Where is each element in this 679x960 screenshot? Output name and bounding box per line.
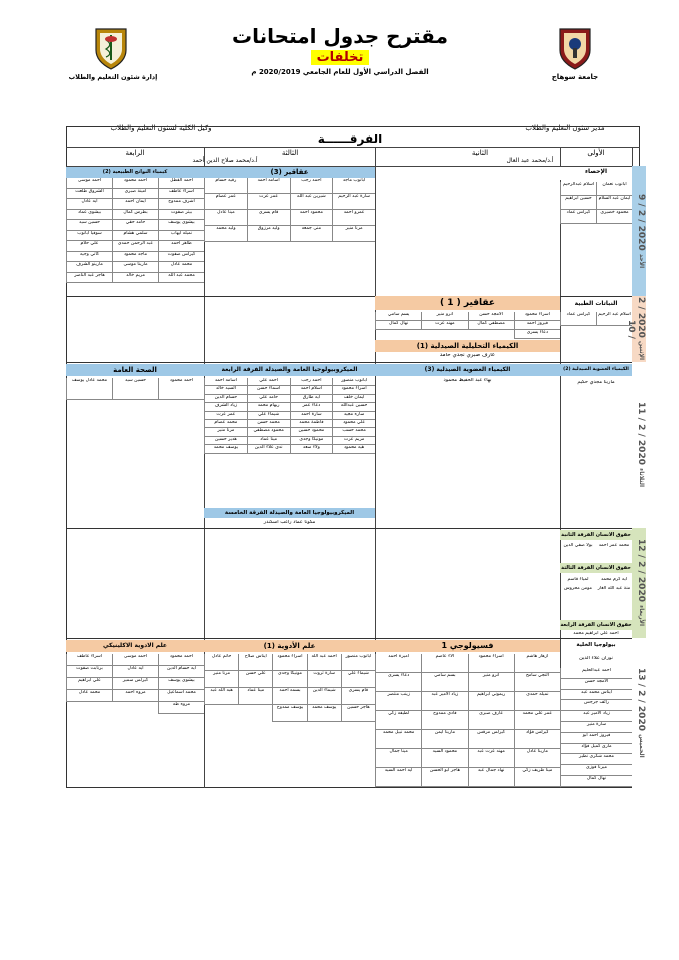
subject-first-row3: الكيمياء العضوية الصيدلية (2) <box>560 364 632 376</box>
day-name: الإثنين <box>638 341 645 361</box>
subject-first-row4-b: حقوق الانسان الفرقة الثالثة <box>561 565 631 571</box>
day-name: الأحد <box>638 253 645 269</box>
student-name-cell: ايه كرم محمد <box>601 577 627 582</box>
student-name-cell: مينا عماد <box>247 437 290 445</box>
student-name-cell: علي حسن <box>238 671 272 688</box>
column-header-fourth: الرابعة <box>125 149 145 157</box>
subject-first-row5: بيولوجيا الخلية <box>576 642 616 648</box>
subject-second-row2: عقاقير ( 1 ) <box>375 296 560 310</box>
student-name-cell: محمد حسب <box>332 428 375 436</box>
student-name-cell: فادي ممدوح <box>421 711 467 730</box>
student-name-cell: محمود حسين <box>290 428 333 436</box>
student-name-cell: بسمه احمد <box>272 688 306 705</box>
student-name-cell: انرو منير <box>421 312 467 321</box>
student-name-cell: كيرلس سمير <box>112 678 158 690</box>
student-name-cell: حامد حقي <box>112 220 158 231</box>
right-logo-caption: جامعة سوهاج <box>551 73 599 81</box>
day-date: 2020 / 2 / 10 <box>626 297 646 339</box>
student-name-cell: مونيكا وجدي <box>290 437 333 445</box>
student-name-cell: محمود السيد <box>421 749 467 768</box>
student-name-cell: مارينو الشرف <box>66 262 112 273</box>
student-name-cell: يوسف ممدوح <box>272 705 306 722</box>
student-name-cell: رقيه حسام <box>204 178 247 194</box>
student-name-cell: اسلام عبدالرحيم <box>560 182 596 196</box>
student-name-cell: قام يسري <box>341 688 375 705</box>
student-name-cell: مونيكا وجدي <box>272 671 306 688</box>
student-name-cell: ايه عادل <box>66 199 112 210</box>
student-name-cell: مرنا منير <box>204 671 238 688</box>
level-header: الفرقــــــة <box>317 132 383 146</box>
student-name-cell: محمد حسن <box>247 420 290 428</box>
student-name-cell: بيشوي عماد <box>66 210 112 221</box>
student-name-cell: محمد عصام <box>204 420 247 428</box>
student-name-cell: دعاء يسري <box>375 673 421 692</box>
student-name-cell: ريهام محمد <box>247 403 290 411</box>
student-name-cell: محمد نبيل محمد <box>375 730 421 749</box>
first-extra-row5: نوران علاء الدين <box>579 656 613 661</box>
subtitle-text: تخلفات <box>311 50 370 65</box>
subject-third-row5: علم الأدوية (1) <box>204 640 375 652</box>
student-name-cell: علي ابراهيم <box>66 678 112 690</box>
student-name-cell: مارينا ايمن <box>421 730 467 749</box>
left-faculty-logo <box>93 26 129 70</box>
student-name-cell: بيتر صفوت <box>158 210 204 221</box>
student-name-cell: مروه طه <box>158 702 204 714</box>
student-name-cell: احمد موسى <box>112 654 158 666</box>
student-name-cell: محمد عادل <box>158 262 204 273</box>
student-name-cell: اسراء محمود <box>514 312 560 321</box>
student-name-cell: هبه الله عبد <box>204 688 238 705</box>
student-name-cell: وليد محمد <box>204 226 247 242</box>
student-name-cell: اسراء محمود <box>332 386 375 394</box>
right-university-logo <box>557 26 593 70</box>
student-name-cell: محمد عادل <box>66 690 112 702</box>
student-name-cell: محمد شكري نظير <box>560 754 632 765</box>
divider <box>66 638 646 639</box>
first-student-row3: مارينا مجدي حكيم <box>577 380 615 385</box>
student-name-cell: ولاء سعد <box>290 445 333 453</box>
divider <box>66 147 640 148</box>
student-name-cell: عمرو احمد <box>332 210 375 226</box>
student-name-cell: طاهر احمد <box>158 241 204 252</box>
student-name-cell: مارى كميل فؤاد <box>560 744 632 755</box>
student-name-cell: مارينا موسى <box>112 262 158 273</box>
student-name-cell: مينا عادل <box>204 210 247 226</box>
student-name-cell: فيروز احمد ابو <box>560 733 632 744</box>
student-name-cell: بيشوي يوسف <box>158 220 204 231</box>
student-name-cell: اميرة احمد <box>375 654 421 673</box>
student-name-cell: حسين ابراهيم <box>560 196 596 210</box>
day-date: 2020 / 2 / 12 <box>636 539 646 603</box>
student-name-cell: بيشوي يوسف <box>158 678 204 690</box>
student-name-cell: حسين سيد <box>66 220 112 231</box>
student-name-cell: ايه حسام الدين <box>158 666 204 678</box>
student-name-cell: عمر عزت <box>247 194 290 210</box>
subject-bar-row2: الكيمياء التحليلية الصيدلية (1) <box>375 340 560 352</box>
subject-second-row3: الكيمياء العضوية الصيدلية (3) <box>375 364 560 376</box>
student-name-cell: اسراء محمود <box>272 654 306 671</box>
student-name-cell: مينا جمال <box>375 749 421 768</box>
student-name-cell: محمود مصطفي <box>247 428 290 436</box>
student-name-cell: كيرلس فؤاد <box>514 730 560 749</box>
student-name-cell: احمد القطل <box>158 178 204 189</box>
student-name-cell: كيرلس عماد <box>560 312 596 326</box>
student-name-cell: يوسف محمد <box>204 445 247 453</box>
student-name-cell: علي محمود <box>332 420 375 428</box>
student-name-cell: مارينا عادل <box>514 749 560 768</box>
student-name-cell: عارف صبري <box>468 711 514 730</box>
subject-first-row4-a: حقوق الانسان الفرقة الثانية <box>561 532 631 538</box>
student-name-cell: مرنا منير <box>204 428 247 436</box>
signature-left: وكيل الكلية لشئون التعليم والطلاب <box>110 124 212 132</box>
student-name-cell: ايناس محمد عبد <box>560 690 632 701</box>
student-name-cell: النجي سامح <box>514 673 560 692</box>
student-name-cell: فيروز احمد <box>514 321 560 330</box>
day-column-sunday <box>632 166 646 296</box>
student-name-cell: برنابت صفوت <box>66 666 112 678</box>
student-name-cell: منى جمعه <box>290 226 333 242</box>
signature-right-name: أ.د/محمد عبد العال <box>506 157 554 164</box>
subject-third-row1: عقاقير (3) <box>204 166 375 178</box>
student-name-cell: محمد عادل يوسف <box>66 378 112 400</box>
subject-third-row3: الميكروبيولوجيا العامة والصيدلة الفرقة الرابعة <box>204 364 375 376</box>
student-name-cell: محمد عمر احمد <box>598 543 630 548</box>
student-name-cell: شيماء علي <box>341 671 375 688</box>
day-column-monday <box>626 296 646 362</box>
student-name-cell: حسين سيد <box>112 378 158 400</box>
student-name-cell: مريم خالد <box>112 273 158 284</box>
day-column-thursday <box>632 638 646 788</box>
student-name-cell: ابانوب منصور <box>332 378 375 386</box>
student-name-cell: زينب منتصر <box>375 692 421 711</box>
student-name-cell: اشرف ممدوح <box>158 199 204 210</box>
student-name-cell: بطرس كمال <box>112 210 158 221</box>
student-name-cell: امينة صبري <box>112 189 158 200</box>
student-name-cell: هاجر عبد الناصر <box>66 273 112 284</box>
day-column-wednesday <box>632 528 646 638</box>
day-date: 2020 / 2 / 13 <box>636 668 646 732</box>
student-name-cell: اسامه احمد <box>204 378 247 386</box>
student-name-cell: ايه طارق <box>290 395 333 403</box>
student-name-cell: ماجد محمود <box>112 252 158 263</box>
student-name-cell: سوفيا ابانوب <box>66 231 112 242</box>
student-name-cell: دعاء عمر <box>290 403 333 411</box>
student-name-cell: اسراء عاطف <box>66 654 112 666</box>
student-name-cell: الامجد حسن <box>468 312 514 321</box>
subject-bar2-row3: الميكروبيولوجيا العامة والصيدلة الفرقة الخامسة <box>204 508 375 518</box>
student-name-cell: نميله حمدي <box>514 692 560 711</box>
student-name-cell: احمد رجب <box>290 378 333 386</box>
student-name-cell: بولا صفي الدين <box>563 543 593 548</box>
student-name-cell: شيماء علي <box>247 412 290 420</box>
student-name-cell: ابانوب نعمان <box>596 182 632 196</box>
student-name-cell: الاء عاصم <box>421 654 467 673</box>
student-name-cell: ميرنا فوزي <box>560 765 632 776</box>
day-name: الأربعاء <box>638 605 645 627</box>
student-name-cell: كاتي وجيه <box>66 252 112 263</box>
student-name-cell: محمد اسماعيل <box>158 690 204 702</box>
student-name-cell: يوسف محمد <box>307 705 341 722</box>
student-name-cell: سلمي هشام <box>112 231 158 242</box>
student-name-cell: احمد عبد الله <box>307 654 341 671</box>
student-name-cell: اسراء عاطف <box>158 189 204 200</box>
bar2-student-row3: مكونا عماد راغب اسكندر <box>263 520 316 525</box>
divider <box>66 362 646 363</box>
student-name-cell: مهند عزت عبد <box>468 749 514 768</box>
student-name-cell: زياد الامير عبد <box>560 711 632 722</box>
student-name-cell: احمد محمود <box>158 378 204 400</box>
day-date: 2020 / 2 / 11 <box>636 402 646 466</box>
second-student-row3: بهاء عبد الحفيظ محمود <box>443 378 492 383</box>
student-name-cell: مرنا منير <box>332 226 375 242</box>
student-name-cell: محمود خضيري <box>596 210 632 224</box>
column-header-first: الأولى <box>587 149 605 157</box>
student-name-cell: ساره مجيد <box>332 412 375 420</box>
student-name-cell: لمياء قاسم <box>567 577 589 582</box>
student-name-cell: وليد مرزوق <box>247 226 290 242</box>
student-name-cell: سارة ثروت <box>307 671 341 688</box>
student-name-cell: مريم عزت <box>332 437 375 445</box>
divider <box>66 528 646 529</box>
student-name-cell: اسراء محمود <box>468 654 514 673</box>
student-name-cell: ايمان خلف <box>332 395 375 403</box>
student-name-cell: ايمان عبد السلام <box>596 196 632 210</box>
student-name-cell: مهند عزت <box>421 321 467 330</box>
student-name-cell: عمر علي محمد <box>514 711 560 730</box>
subject-first-row1: الإحصاء <box>560 166 632 180</box>
student-name-cell: محمد عبد الله <box>158 273 204 284</box>
student-name-cell: الشروق طلعت <box>66 189 112 200</box>
student-name-cell: ايناس صلاح <box>238 654 272 671</box>
signature-right: مدير شئون التعليم والطلاب <box>525 124 605 132</box>
subject-first-row4-c: حقوق الانسان الفرقة الرابعة <box>560 622 632 628</box>
subject-second-row5: فسيولوجي 1 <box>375 640 560 652</box>
student-name-cell: ايمان احمد <box>112 199 158 210</box>
student-name-cell: هيه محمود <box>332 445 375 453</box>
day-name: الثلاثاء <box>638 468 645 488</box>
day-column-tuesday <box>632 362 646 528</box>
student-name-cell: زياد الشرف <box>204 403 247 411</box>
student-name-cell: سارة احمد <box>290 412 333 420</box>
student-name-cell: احمد محمود <box>112 178 158 189</box>
student-name-cell: حسام الدين <box>204 395 247 403</box>
left-logo-caption: إدارة شئون التعليم والطلاب <box>68 73 158 81</box>
student-name-cell: بسم سامي <box>421 673 467 692</box>
student-name-cell: عمر عصام <box>204 194 247 210</box>
student-name-cell: شيرين عبد الله <box>290 194 333 210</box>
student-name-cell: عمر عزت <box>204 412 247 420</box>
student-name-cell: احمد علي ابراهيم محمد <box>573 631 619 636</box>
student-name-cell: ايه احمد السيد <box>375 768 421 787</box>
student-name-cell: مينا ظريف زكي <box>514 768 560 787</box>
student-name-cell: الامجد حسن <box>560 679 632 690</box>
student-name-cell: زياد الامير عبد <box>421 692 467 711</box>
page-title: مقترح جدول امتحانات <box>232 24 448 48</box>
student-name-cell: كيرلس مرقس <box>468 730 514 749</box>
subject-first-row2: النباتات الطبية <box>574 300 618 307</box>
student-name-cell: نهال كمال <box>375 321 421 330</box>
student-name-cell: انرو منير <box>468 673 514 692</box>
student-name-cell: محمود احمد <box>290 210 333 226</box>
student-name-cell: ندى علاء الدين <box>247 445 290 453</box>
student-name-cell: هاجر حسين <box>341 705 375 722</box>
student-name-cell: احمد علي <box>247 378 290 386</box>
student-name-cell: لطيفه زكي <box>375 711 421 730</box>
student-name-cell: احمد موسى <box>66 178 112 189</box>
student-name-cell: اسلام احمد <box>290 386 333 394</box>
student-name-cell: ريموني ابراهيم <box>468 692 514 711</box>
student-name-cell: حامد علي <box>247 395 290 403</box>
student-name-cell: فاطمة محمد <box>290 420 333 428</box>
student-name-cell: ابانوب منصور <box>341 654 375 671</box>
student-name-cell: اسماء حسن <box>247 386 290 394</box>
student-name-cell: رائف جرجس <box>560 700 632 711</box>
student-name-cell: سارة عبد الرحيم <box>332 194 375 210</box>
student-name-cell: احمد محمود <box>158 654 204 666</box>
student-name-cell: يسم سامي <box>375 312 421 321</box>
student-name-cell: ابانوب ماجد <box>332 178 375 194</box>
student-name-cell: احمد رجب <box>290 178 333 194</box>
student-name-cell: ايه عادل <box>112 666 158 678</box>
student-name-cell: هدير حسين <box>204 437 247 445</box>
student-name-cell: عبد الرحمن حمدي <box>112 241 158 252</box>
student-name-cell: مصطفي كمال <box>468 321 514 330</box>
student-name-cell: نهال كمال <box>560 776 632 787</box>
student-name-cell: منة عبد الله الغار <box>597 586 631 591</box>
academic-term: الفصل الدراسي الأول للعام الجامعي 2020/2019 م <box>251 68 429 76</box>
signature-left-name: أ.د/محمد صلاح الدين أحمد <box>192 157 258 164</box>
student-name-cell: اسامه احمد <box>247 178 290 194</box>
day-date: 2020 / 2 / 9 <box>636 193 646 251</box>
student-name-cell: علي حلام <box>66 241 112 252</box>
column-header-third: الثالثة <box>281 149 299 157</box>
student-name-cell: اسلام عبد الرحيم <box>596 312 632 326</box>
day-name: الخميس <box>638 734 645 758</box>
student-name-cell: هاجر ابو الحسن <box>421 768 467 787</box>
student-name-cell: مروه احمد <box>112 690 158 702</box>
student-name-cell: نهاد جمال عبد <box>468 768 514 787</box>
student-name-cell: دعاء يسري <box>514 330 560 339</box>
student-name-cell: حسين عبدالله <box>332 403 375 411</box>
subject-fourth-row5: علم الادوية الاكلينيكي <box>66 640 204 652</box>
divider <box>66 166 632 167</box>
student-name-cell: السيد خالد <box>204 386 247 394</box>
student-name-cell: مومن محروس <box>563 586 593 591</box>
student-name-cell: مينا عماد <box>238 688 272 705</box>
student-name-cell: قام يسري <box>247 210 290 226</box>
student-name-cell: حاتم عادل <box>204 654 238 671</box>
bar-student-row2: عارف صبري نجدي حامد <box>439 353 496 358</box>
student-name-cell: ازهار هاشم <box>514 654 560 673</box>
student-name-cell: نميله ايهاب <box>158 231 204 242</box>
column-header-second: الثانية <box>471 149 489 157</box>
student-name-cell: كيرلس عماد <box>560 210 596 224</box>
subject-fourth-row3: الصحة العامة <box>66 364 204 376</box>
student-name-cell: سارة منير <box>560 722 632 733</box>
page-subtitle <box>200 50 480 65</box>
student-name-cell: كيرلس صفوت <box>158 252 204 263</box>
student-name-cell: شيماء الدين <box>307 688 341 705</box>
subject-fourth-row1: كيمياء النواتج الطبيعية (2) <box>66 166 204 178</box>
student-name-cell: احمد عبدالحليم <box>560 668 632 679</box>
